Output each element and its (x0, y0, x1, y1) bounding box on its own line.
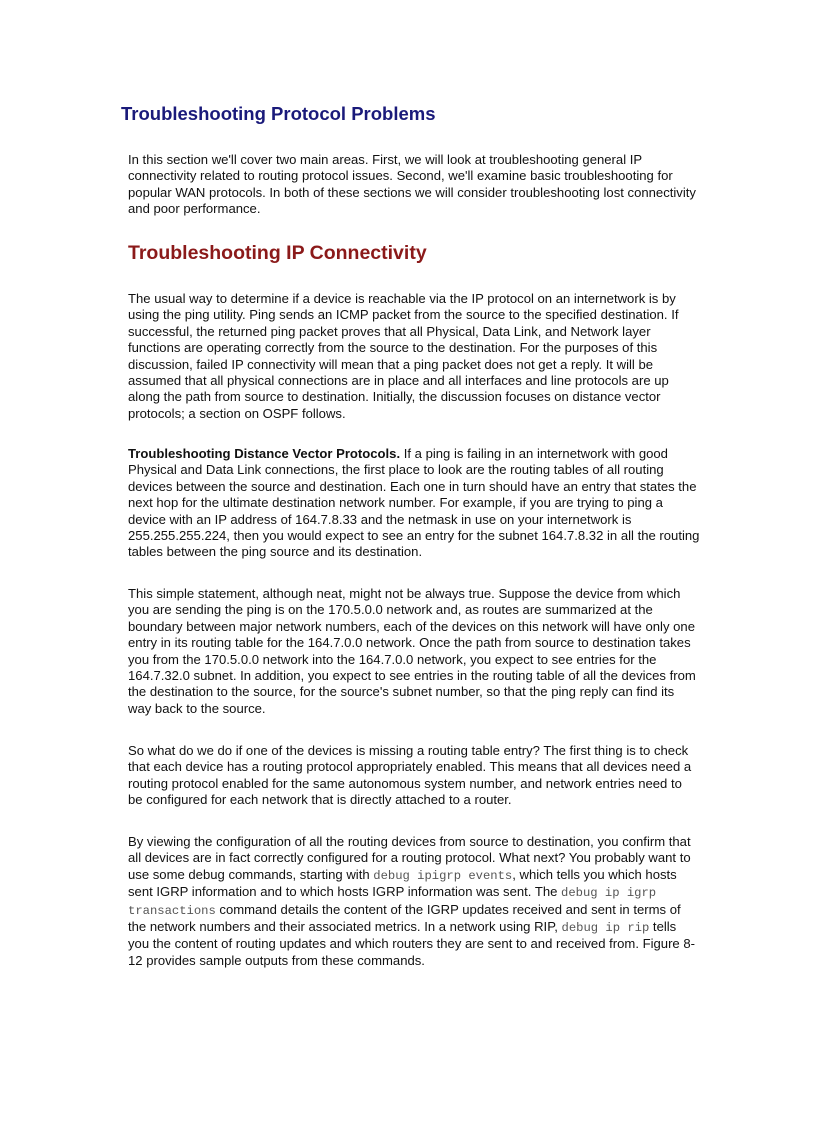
text-line: that each device has a routing protocol appropriately enabled. This means that all devices need a (128, 759, 692, 775)
text-line: routing protocol enabled for the same autonomous system number, and network entries need to (128, 775, 682, 791)
text-line: This simple statement, although neat, might not be always true. Suppose the device from which (128, 586, 681, 601)
text-line: popular WAN protocols. In both of these sections we will consider troubleshooting lost connectivity (128, 184, 696, 200)
text-line: you from the 170.5.0.0 network into the 164.7.0.0 network, you expect to see entries for the (128, 651, 657, 667)
text-line: devices between the source and destination. Each one in turn should have an entry that states the (128, 478, 697, 494)
run-in-heading: Troubleshooting Distance Vector Protocols. (128, 446, 401, 461)
text-line: By viewing the configuration of all the routing devices from source to destination, you confirm that (128, 834, 691, 849)
inline-code-debug-ip-rip: debug ip rip (561, 921, 650, 936)
text-line: along the path from source to destination. Initially, the discussion focuses on distance vector (128, 389, 661, 405)
text-line: be configured for each network that is directly attached to a router. (128, 792, 512, 808)
ip-connectivity-paragraph (128, 291, 679, 422)
text-line: next hop for the ultimate destination network number. For example, if you are trying to ping a (128, 495, 663, 511)
text-line: assumed that all physical connections are in place and all interfaces and line protocols are up (128, 373, 669, 389)
text-line: The usual way to determine if a device is reachable via the IP protocol on an internetwork is by (128, 291, 676, 306)
missing-entry-paragraph (128, 743, 691, 809)
text-line: 12 provides sample outputs from these commands. (128, 952, 425, 968)
text-line: discussion, failed IP connectivity will mean that a ping packet does not get a reply. It will be (128, 356, 654, 372)
text-run: If a ping is failing in an internetwork with good (400, 446, 668, 461)
text-run: the network numbers and their associated metrics. In a network using RIP, (128, 919, 562, 935)
text-line: using the ping utility. Ping sends an ICMP packet from the source to the specified destination. If (128, 307, 679, 323)
text-line (128, 446, 699, 462)
text-line: tables between the ping source and its destination. (128, 544, 423, 560)
text-line (128, 902, 695, 919)
text-line: protocols; a section on OSPF follows. (128, 405, 346, 421)
text-line (128, 919, 695, 936)
text-line (128, 884, 695, 901)
inline-code-debug-ip-igrp: debug ip igrp (561, 886, 657, 901)
text-line: In this section we'll cover two main areas. First, we will look at troubleshooting general IP (128, 152, 643, 167)
text-line: connectivity related to routing protocol issues. Second, we'll examine basic troubleshooting for (128, 168, 673, 184)
text-line: entry in its routing table for the 164.7.0.0 network. Once the path from source to destination takes (128, 635, 691, 651)
summarization-paragraph (128, 586, 696, 717)
text-line: the destination to the source, for the source's subnet number, so that the ping reply can find its (128, 684, 675, 700)
text-line: So what do we do if one of the devices is missing a routing table entry? The first thing is to check (128, 743, 689, 758)
text-run: tells (649, 919, 677, 935)
text-line: boundary between major network numbers, each of the devices on this network will have only one (128, 618, 695, 634)
text-line: and poor performance. (128, 201, 261, 217)
inline-code-debug-ipigrp-events: debug ipigrp events (373, 868, 513, 883)
text-line: 164.7.32.0 subnet. In addition, you expect to see entries in the routing table of all the devices from (128, 668, 696, 684)
text-line: device with an IP address of 164.7.8.33 and the netmask in use on your internetwork is (128, 511, 632, 527)
text-run: , which tells you which hosts (512, 866, 677, 882)
section-title: Troubleshooting Protocol Problems (121, 103, 436, 124)
text-line: all devices are in fact correctly configured for a routing protocol. What next? You probably want to (128, 850, 691, 866)
text-run: use some debug commands, starting with (128, 866, 374, 882)
text-line (128, 867, 695, 884)
text-run: sent IGRP information and to which hosts IGRP information was sent. The (128, 884, 562, 900)
subsection-title: Troubleshooting IP Connectivity (128, 242, 427, 264)
debug-commands-paragraph (128, 834, 695, 969)
text-line: functions are operating correctly from the source to the destination. For the purposes of this (128, 340, 658, 356)
text-line: you are sending the ping is on the 170.5.0.0 network and, as routes are summarized at the (128, 602, 653, 618)
text-line: way back to the source. (128, 700, 266, 716)
text-line: 255.255.255.224, then you would expect to see an entry for the subnet 164.7.8.32 in all the routing (128, 528, 700, 544)
distance-vector-paragraph (128, 446, 699, 561)
text-line: Physical and Data Link connections, the first place to look are the routing tables of all routing (128, 462, 664, 478)
text-line: you the content of routing updates and which routers they are sent to and received from. Figure 8- (128, 936, 695, 952)
text-line: successful, the returned ping packet proves that all Physical, Data Link, and Network layer (128, 323, 651, 339)
inline-code-transactions: transactions (128, 903, 216, 918)
text-run: command details the content of the IGRP updates received and sent in terms of (215, 901, 681, 917)
intro-paragraph (128, 152, 696, 218)
